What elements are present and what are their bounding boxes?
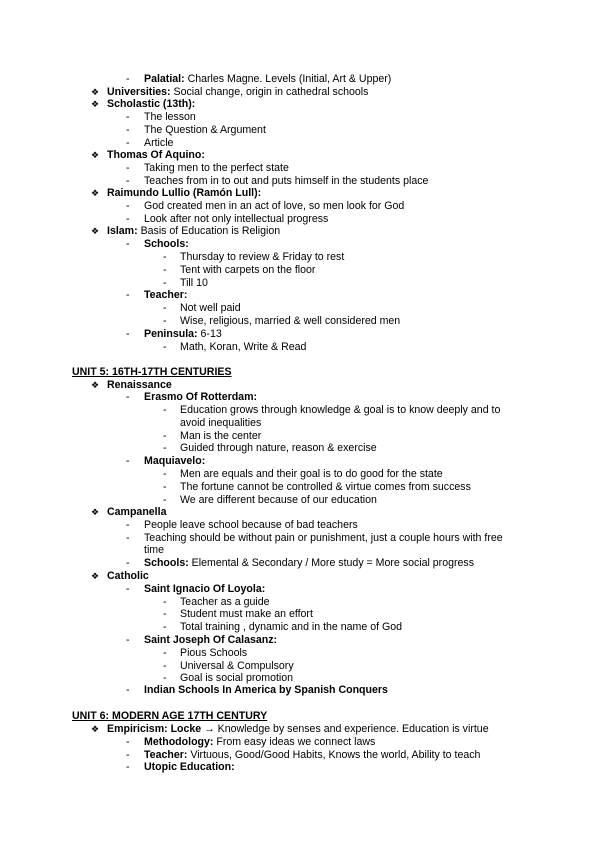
maquiavelo-item: - Maquiavelo: [126,455,206,467]
campanella-sub-cont: time [144,544,165,556]
scholastic-sub: - The Question & Argument [126,124,266,136]
teacher-item: - Teacher: Virtuous, Good/Good Habits, Knows the world, Ability to teach [126,749,481,761]
maquiavelo-sub: - Men are equals and their goal is to do good for the state [163,468,443,480]
loyola-sub: - Total training , dynamic and in the name of God [163,621,403,633]
campanella-sub: - Teaching should be without pain or punishment, just a couple hours with free [126,532,503,544]
scholastic-sub: - Article [126,137,174,149]
catholic-item: ❖ Catholic [91,570,149,582]
islam-schools-sub: - Till 10 [163,277,208,289]
erasmo-sub: - Man is the center [163,430,262,442]
islam-teacher: - Teacher: [126,289,188,301]
scholastic-item: ❖ Scholastic (13th): [91,98,196,110]
aquino-item: ❖ Thomas Of Aquino: [91,149,205,161]
calasanz-sub: - Universal & Compulsory [163,660,294,672]
indian-schools-item: - Indian Schools In America by Spanish Conquers [126,684,388,696]
loyola-item: - Saint Ignacio Of Loyola: [126,583,266,595]
islam-schools: - Schools: [126,238,189,250]
campanella-sub: - People leave school because of bad teachers [126,519,358,531]
aquino-sub: - Teaches from in to out and puts himself in the students place [126,175,429,187]
calasanz-item: - Saint Joseph Of Calasanz: [126,634,278,646]
unit6-heading: UNIT 6: MODERN AGE 17TH CENTURY [72,710,268,722]
palatial-item: - Palatial: Charles Magne. Levels (Initial, Art & Upper) [126,73,392,85]
calasanz-sub: - Pious Schools [163,647,248,659]
islam-peninsula: - Peninsula: 6-13 [126,328,222,340]
islam-schools-sub: - Thursday to review & Friday to rest [163,251,345,263]
empiricism-item: ❖ Empiricism: Locke → Knowledge by senses and experience. Education is virtue [91,723,489,735]
calasanz-sub: - Goal is social promotion [163,672,294,684]
islam-item: ❖ Islam: Basis of Education is Religion [91,225,281,237]
renaissance-item: ❖ Renaissance [91,379,172,391]
lullio-sub: - God created men in an act of love, so men look for God [126,200,405,212]
erasmo-item: - Erasmo Of Rotterdam: [126,391,258,403]
islam-teacher-sub: - Not well paid [163,302,241,314]
islam-schools-sub: - Tent with carpets on the floor [163,264,316,276]
aquino-sub: - Taking men to the perfect state [126,162,289,174]
methodology-item: - Methodology: From easy ideas we connect laws [126,736,376,748]
islam-peninsula-sub: - Math, Koran, Write & Read [163,341,307,353]
loyola-sub: - Teacher as a guide [163,596,270,608]
universities-item: ❖ Universities: Social change, origin in cathedral schools [91,86,369,98]
erasmo-sub: - Education grows through knowledge & goal is to know deeply and to [163,404,501,416]
loyola-sub: - Student must make an effort [163,608,313,620]
campanella-item: ❖ Campanella [91,506,167,518]
lullio-sub: - Look after not only intellectual progress [126,213,329,225]
lullio-item: ❖ Raimundo Lullio (Ramón Lull): [91,187,262,199]
islam-teacher-sub: - Wise, religious, married & well considered men [163,315,401,327]
campanella-schools: - Schools: Elemental & Secondary / More study = More social progress [126,557,475,569]
maquiavelo-sub: - The fortune cannot be controlled & virtue comes from success [163,481,471,493]
scholastic-sub: - The lesson [126,111,196,123]
erasmo-sub-cont: avoid inequalities [180,417,262,429]
unit5-heading: UNIT 5: 16TH-17TH CENTURIES [72,366,232,378]
erasmo-sub: - Guided through nature, reason & exercise [163,442,377,454]
maquiavelo-sub: - We are different because of our education [163,494,377,506]
utopic-item: - Utopic Education: [126,761,235,773]
